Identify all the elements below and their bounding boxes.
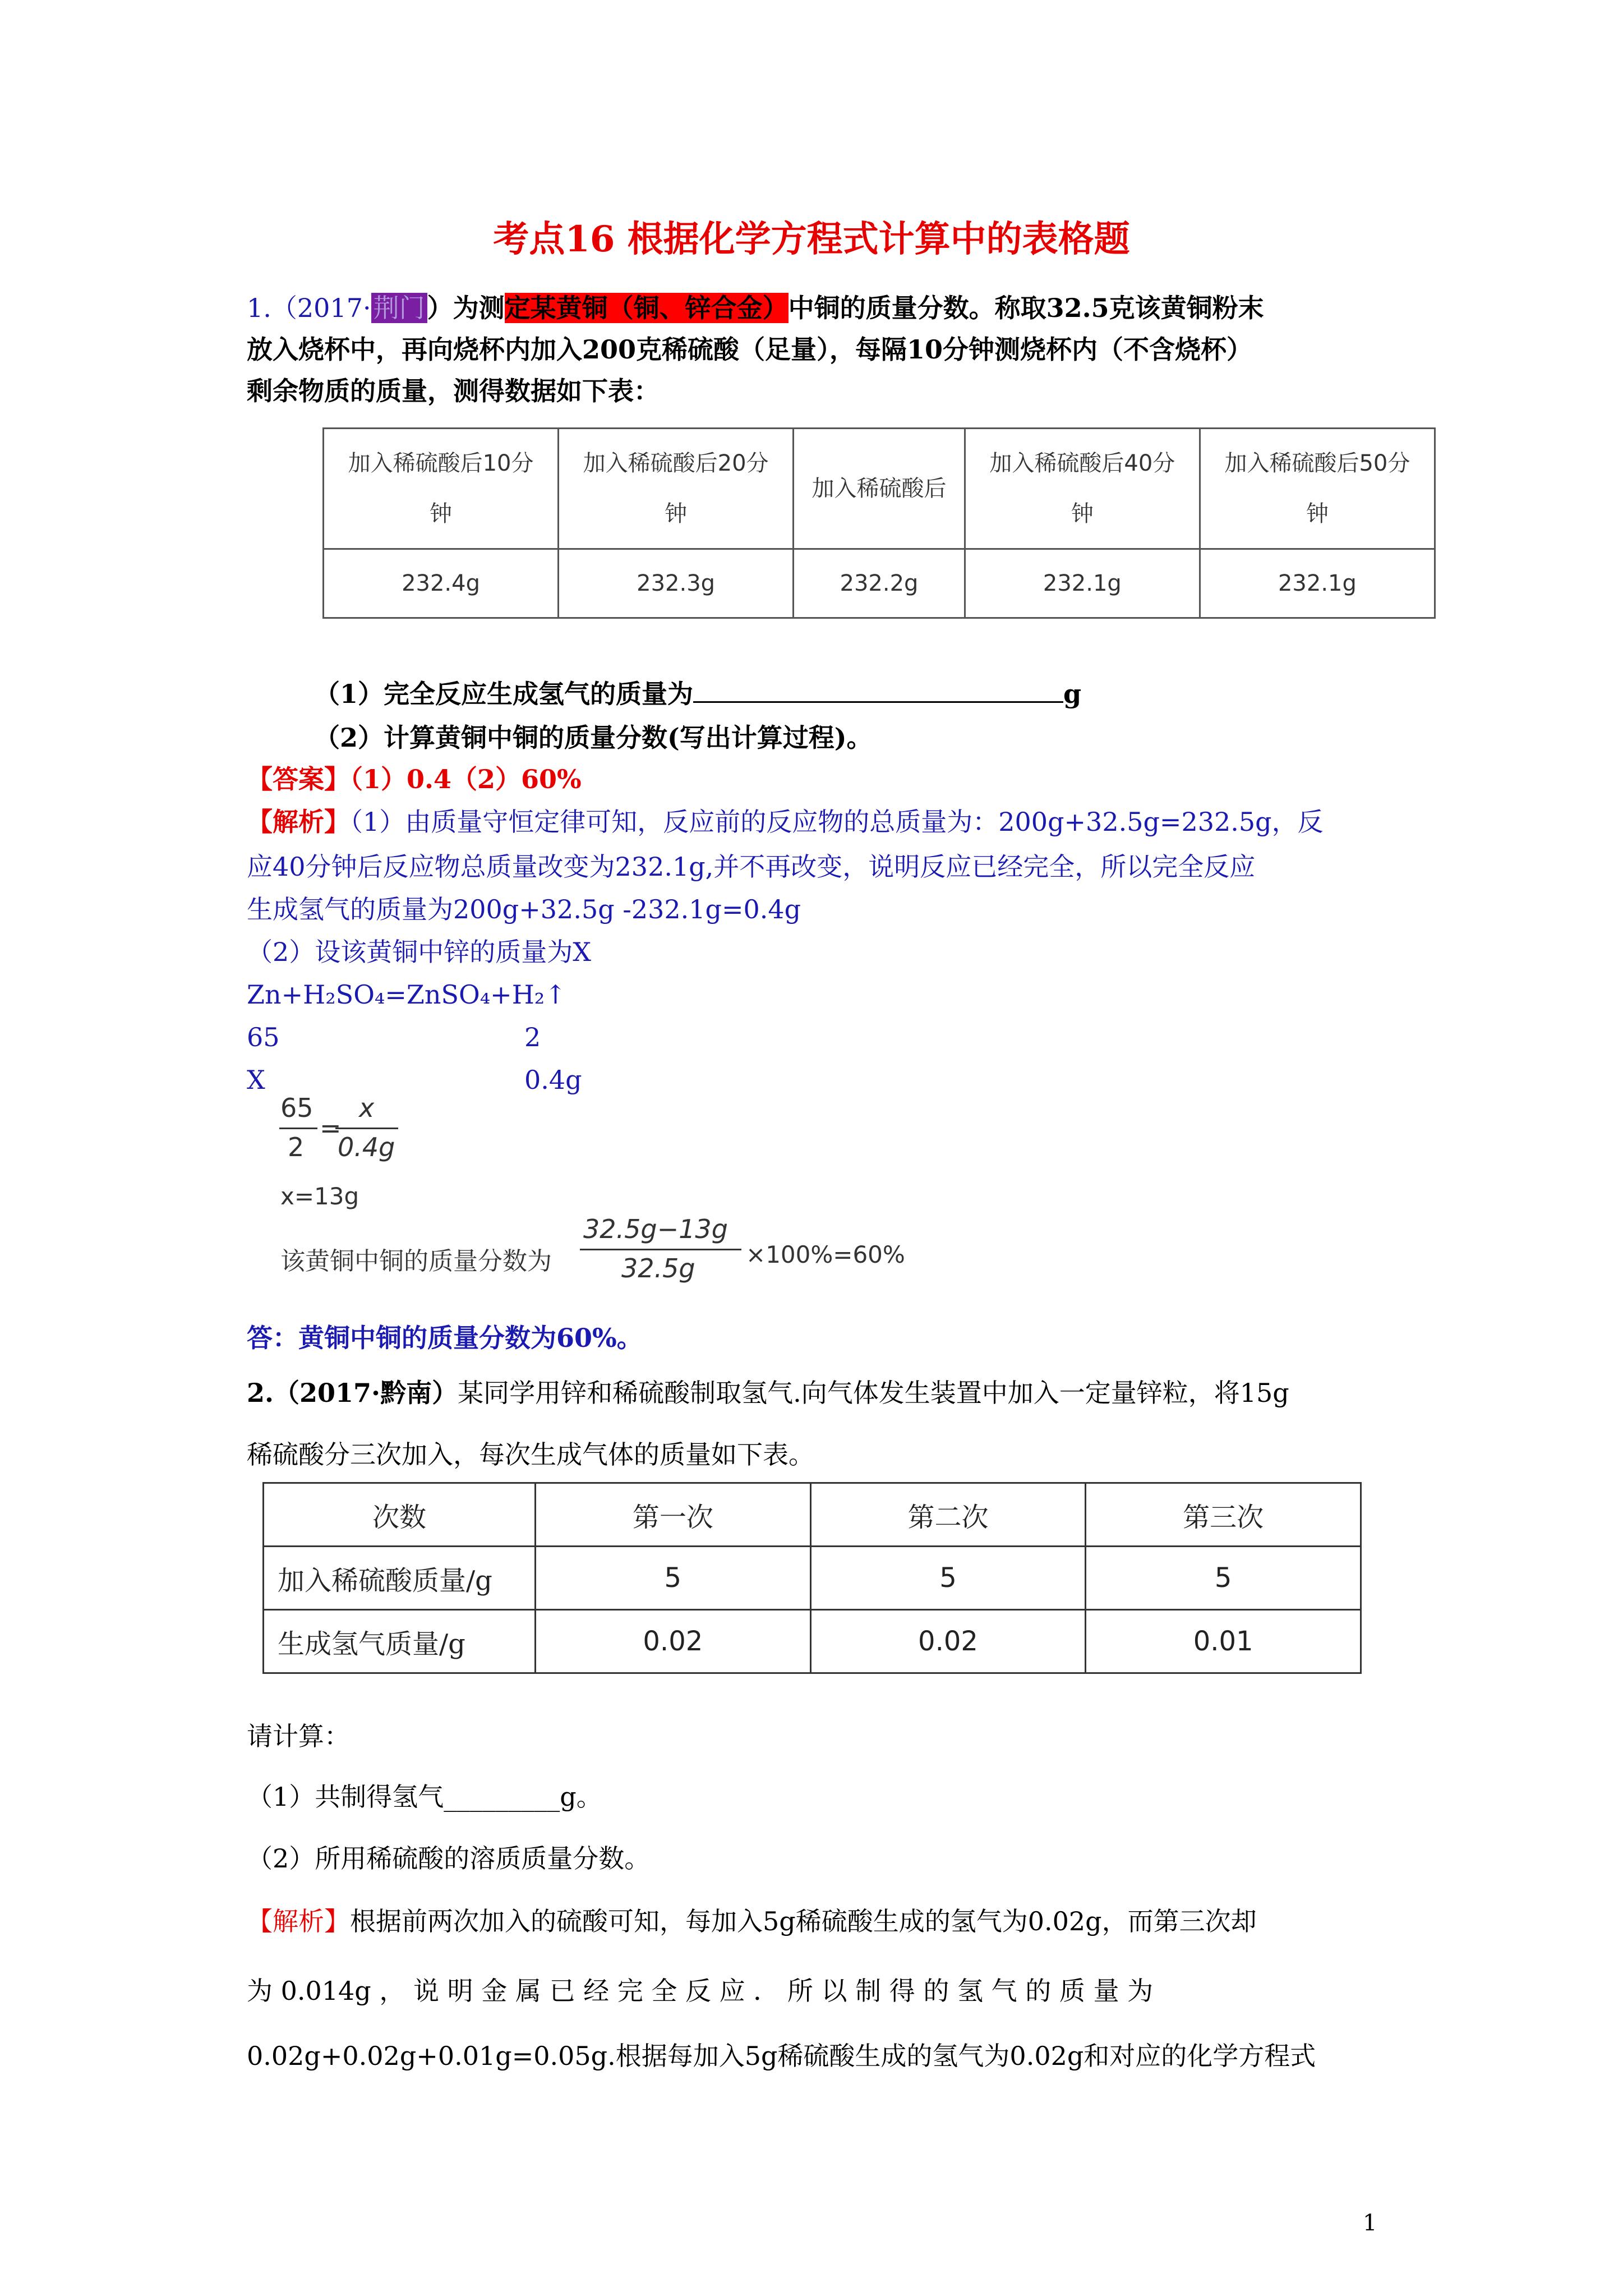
frac2-den: 32.5g — [621, 1253, 695, 1283]
page-title: 考点16 根据化学方程式计算中的表格题 — [493, 218, 1130, 260]
q2-cell: 0.02 — [536, 1610, 811, 1673]
q1-value-cell: 232.2g — [794, 549, 965, 618]
q1-mid: ）为测 — [427, 293, 505, 323]
frac2-num: 32.5g−13g — [583, 1214, 728, 1244]
frac1-den-right: 0.4g — [338, 1132, 395, 1162]
frac2-bar — [580, 1249, 741, 1250]
answer-label: 【答案】 — [247, 764, 350, 794]
q2-header-cell: 第二次 — [810, 1483, 1086, 1547]
q2-cell: 5 — [1086, 1547, 1361, 1610]
analysis-label: 【解析】 — [247, 1906, 350, 1936]
q2-analysis-line2: 为 0.014g ， 说 明 金 属 已 经 完 全 反 应 ． 所 以 制 得 的 氢 气 的 质 量 为 — [247, 1976, 1154, 2006]
q2-cell: 0.01 — [1086, 1610, 1361, 1673]
frac1-den-left: 2 — [288, 1132, 305, 1162]
frac2-suffix: ×100%=60% — [746, 1241, 905, 1268]
frac2-prefix: 该黄铜中铜的质量分数为 — [280, 1247, 552, 1276]
q1-header-cell: 加入稀硫酸后50分 钟 — [1200, 429, 1435, 549]
q1-line1-rest: 中铜的质量分数。称取32.5克该黄铜粉末 — [788, 293, 1264, 323]
frac1-bar-right — [335, 1128, 398, 1129]
q1-answer-blank[interactable] — [693, 679, 1063, 703]
q1-equation: Zn+H₂SO₄=ZnSO₄+H₂↑ — [247, 979, 566, 1010]
q2-line1: 2.（2017·黔南）某同学用锌和稀硫酸制取氢气.向气体发生装置中加入一定量锌粒，将15g — [247, 1378, 1289, 1408]
q2-sub1: （1）共制得氢气_________g。 — [247, 1782, 602, 1812]
q2-sub2: （2）所用稀硫酸的溶质质量分数。 — [247, 1843, 651, 1874]
q1-analysis-line4: （2）设该黄铜中锌的质量为X — [247, 937, 592, 967]
q1-line2: 放入烧杯中，再向烧杯内加入200克稀硫酸（足量），每隔10分钟测烧杯内（不含烧杯） — [247, 334, 1253, 365]
page-number: 1 — [1363, 2210, 1377, 2236]
q1-line1 — [247, 285, 1264, 331]
q2-analysis-line1: 【解析】根据前两次加入的硫酸可知，每加入5g稀硫酸生成的氢气为0.02g，而第三次却 — [247, 1906, 1257, 1936]
q1-header-cell: 加入稀硫酸后10分 钟 — [324, 429, 559, 549]
q2-line2: 稀硫酸分三次加入，每次生成气体的质量如下表。 — [247, 1439, 814, 1470]
q2-cell: 0.02 — [810, 1610, 1086, 1673]
q2-analysis-line3: 0.02g+0.02g+0.01g=0.05g.根据每加入5g稀硫酸生成的氢气为0.02g和对应的化学方程式 — [247, 2041, 1316, 2071]
q1-analysis-line1: 【解析】（1）由质量守恒定律可知，反应前的反应物的总质量为：200g+32.5g=232.5g，反 — [247, 807, 1324, 837]
frac1-bar-left — [279, 1128, 317, 1129]
q2-cell: 5 — [810, 1547, 1086, 1610]
q1-value-cell: 232.1g — [965, 549, 1200, 618]
q1-sub1: （1）完全反应生成氢气的质量为 g — [314, 679, 1082, 709]
q1-line3: 剩余物质的质量，测得数据如下表： — [247, 376, 660, 406]
analysis-label: 【解析】 — [247, 807, 350, 837]
q2-answer-blank[interactable]: _________ — [444, 1782, 560, 1812]
q1-header-cell: 加入稀硫酸后20分 钟 — [559, 429, 794, 549]
q1-analysis-line3: 生成氢气的质量为200g+32.5g -232.1g=0.4g — [247, 894, 801, 924]
q1-ratio-x: X — [247, 1065, 265, 1095]
q1-ratio-65: 65 — [247, 1022, 280, 1052]
x-result: x=13g — [280, 1182, 359, 1210]
q1-header-cell: 加入稀硫酸后 — [794, 429, 965, 549]
q2-data-table — [262, 1482, 1362, 1674]
q1-sub2: （2）计算黄铜中铜的质量分数(写出计算过程)。 — [314, 723, 873, 753]
q1-answer — [247, 756, 582, 802]
q1-ratio-2: 2 — [524, 1022, 541, 1052]
q1-analysis-line2: 应40分钟后反应物总质量改变为232.1g,并不再改变，说明反应已经完全，所以完全反应 — [247, 852, 1256, 882]
q1-final-answer: 答：黄铜中铜的质量分数为60%。 — [247, 1323, 643, 1353]
q2-header-cell: 次数 — [264, 1483, 536, 1547]
frac1-num-left: 65 — [280, 1093, 313, 1123]
q1-header-cell: 加入稀硫酸后40分 钟 — [965, 429, 1200, 549]
q2-row-label: 加入稀硫酸质量/g — [264, 1547, 536, 1610]
q2-header-cell: 第一次 — [536, 1483, 811, 1547]
q1-value-cell: 232.3g — [559, 549, 794, 618]
q1-value-cell: 232.4g — [324, 549, 559, 618]
frac1-num-right: x — [359, 1093, 375, 1123]
q1-ratio-04: 0.4g — [524, 1065, 582, 1095]
q1-data-table — [322, 427, 1436, 619]
q2-cell: 5 — [536, 1547, 811, 1610]
answer-text: （1）0.4（2）60% — [350, 764, 582, 794]
q1-highlight: 定某黄铜（铜、锌合金） — [504, 293, 789, 323]
q1-prefix: 1.（2017· — [247, 293, 371, 323]
q2-please: 请计算： — [247, 1721, 350, 1751]
q1-value-cell: 232.1g — [1200, 549, 1435, 618]
q2-row-label: 生成氢气质量/g — [264, 1610, 536, 1673]
q2-header-cell: 第三次 — [1086, 1483, 1361, 1547]
frac1-equals: = — [320, 1113, 342, 1143]
q1-region: 荆门 — [371, 293, 427, 323]
